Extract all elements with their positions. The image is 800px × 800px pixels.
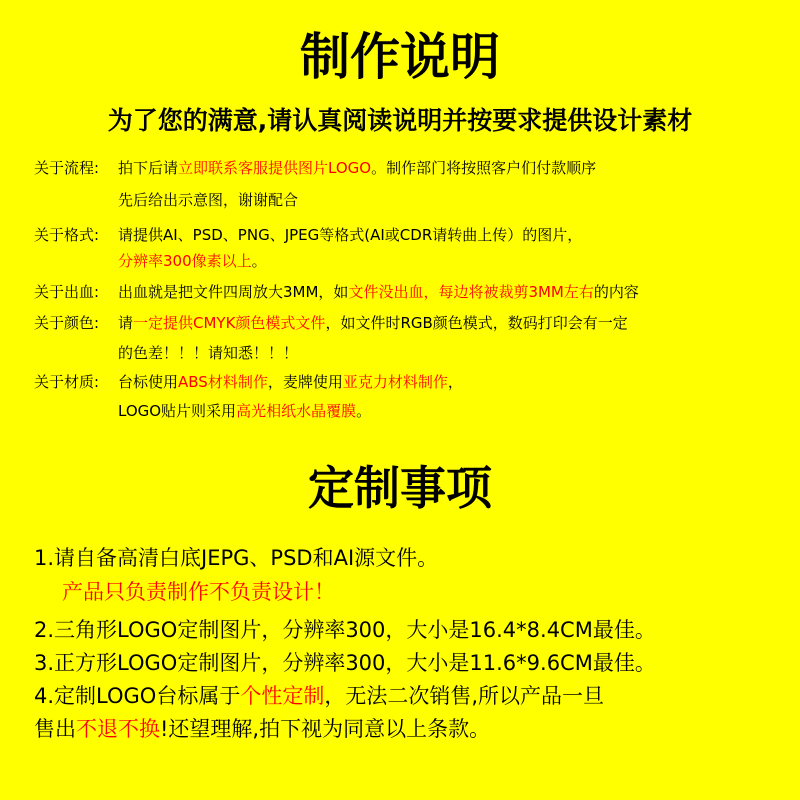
rule-color-line-1: [118, 312, 628, 334]
highlight-segment: 一定提供CMYK颜色模式文件: [133, 314, 326, 332]
notice-item-4-line-2: [34, 714, 490, 744]
text-segment: 1.请自备高清白底JEPG、PSD和AI源文件。: [34, 546, 439, 570]
text-segment: 请提供AI、PSD、PNG、JPEG等格式(AI或CDR请转曲上传）的图片，: [118, 226, 583, 244]
section-title-customization: 定制事项: [308, 461, 492, 515]
text-segment: 的内容: [593, 283, 639, 301]
text-segment: LOGO贴片则采用: [118, 402, 237, 420]
rule-label-process: 关于流程:: [34, 159, 100, 177]
text-segment: ，无法二次销售,所以产品一旦: [324, 684, 605, 708]
highlight-segment: 亚克力材料制作: [342, 373, 448, 391]
notice-item-1-warning: [62, 577, 335, 607]
text-segment: 。: [251, 252, 267, 270]
rule-bleed-line-1: [118, 281, 639, 303]
rule-format-line-1: [118, 224, 582, 246]
text-segment: 出血就是把文件四周放大3MM，如: [118, 283, 349, 301]
rule-label-format: 关于格式:: [34, 226, 100, 244]
page-subtitle: 为了您的满意,请认真阅读说明并按要求提供设计素材: [107, 106, 693, 135]
rule-material-line-2: [118, 400, 371, 422]
rule-format-line-2: [118, 250, 267, 272]
text-segment: 3.正方形LOGO定制图片，分辨率300，大小是11.6*9.6CM最佳。: [34, 651, 656, 675]
notice-item-3: [34, 648, 656, 678]
text-segment: !还望理解,拍下视为同意以上条款。: [160, 717, 491, 741]
highlight-segment: ABS材料制作: [178, 373, 268, 391]
text-segment: ，麦牌使用: [267, 373, 343, 391]
text-segment: 。: [356, 402, 372, 420]
highlight-segment: 不退不换: [76, 717, 160, 741]
text-segment: 4.定制LOGO台标属于: [34, 684, 241, 708]
text-segment: ，: [447, 373, 463, 391]
text-segment: 台标使用: [118, 373, 179, 391]
notice-item-2: [34, 615, 656, 645]
text-segment: 。制作部门将按照客户们付款顺序: [371, 159, 597, 177]
rule-process-line-2: [118, 189, 298, 211]
text-segment: 请: [118, 314, 134, 332]
rule-process-line-1: [118, 157, 596, 179]
text-segment: 售出: [34, 717, 76, 741]
text-segment: 2.三角形LOGO定制图片，分辨率300，大小是16.4*8.4CM最佳。: [34, 618, 656, 642]
page-title: 制作说明: [300, 28, 500, 86]
highlight-segment: 个性定制: [240, 684, 325, 708]
highlight-segment: 产品只负责制作不负责设计！: [62, 580, 335, 604]
rule-color-line-2: [118, 342, 298, 364]
highlight-segment: 立即联系客服提供图片LOGO: [178, 159, 372, 177]
highlight-segment: 分辨率300像素以上: [118, 252, 252, 270]
rule-label-bleed: 关于出血:: [34, 283, 100, 301]
text-segment: 的色差！！！请知悉！！！: [118, 344, 299, 362]
rule-material-line-1: [118, 371, 463, 393]
highlight-segment: 高光相纸水晶覆膜: [236, 402, 357, 420]
text-segment: ，如文件时RGB颜色模式，数码打印会有一定: [325, 314, 628, 332]
rule-label-material: 关于材质:: [34, 373, 100, 391]
text-segment: 拍下后请: [118, 159, 179, 177]
highlight-segment: 文件没出血，每边将被裁剪3MM左右: [348, 283, 594, 301]
text-segment: 先后给出示意图，谢谢配合: [118, 191, 299, 209]
rule-label-color: 关于颜色:: [34, 314, 100, 332]
notice-item-4: [34, 681, 604, 711]
notice-item-1: [34, 543, 438, 573]
